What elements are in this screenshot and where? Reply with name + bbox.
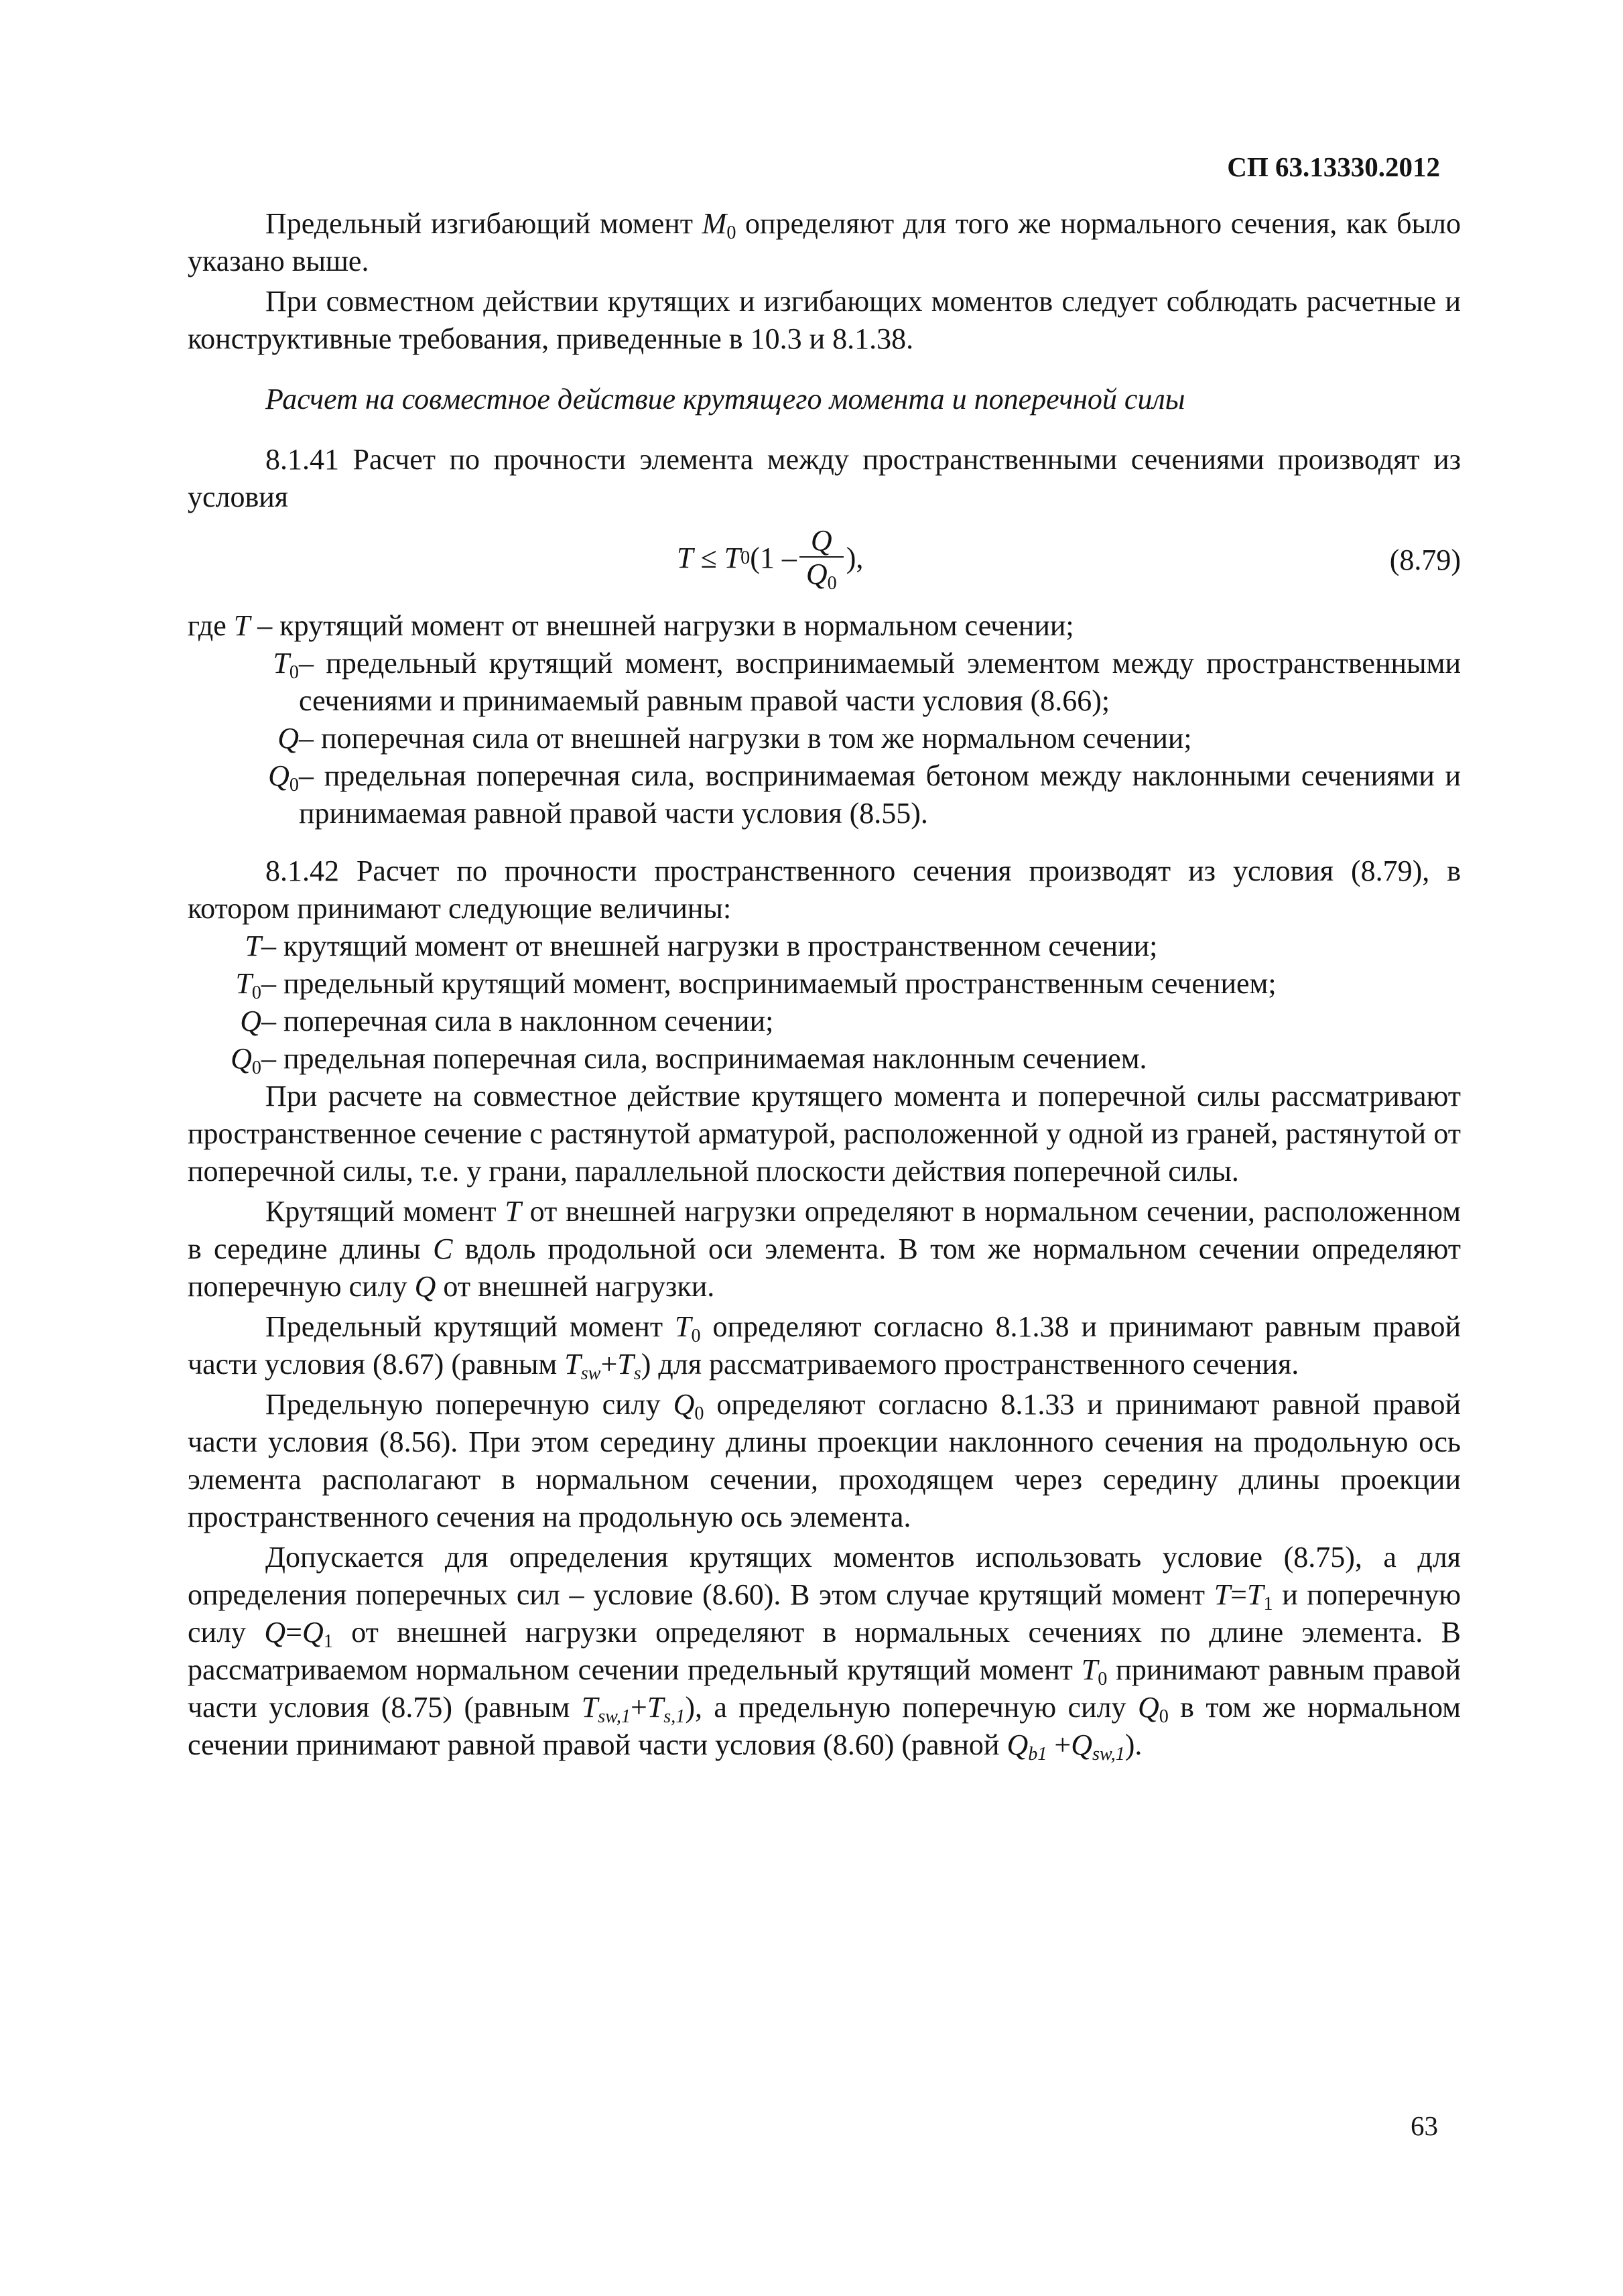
definition-item: Q – поперечная сила от внешней нагрузки в том же нормальном сечении;	[277, 722, 1192, 755]
paragraph-spatial-section: При расчете на совместное действие крутящего момента и поперечной силы рассматривают пространственное сечение с растянутой арматурой, расположенной у одной из граней, растянутой от поперечной силы, т.е. у грани, параллельной плоскости действия поперечной силы.	[188, 1080, 1461, 1188]
values-definitions	[188, 928, 1461, 1078]
definition-item: T – крутящий момент от внешней нагрузки в пространственном сечении;	[245, 930, 1158, 962]
paragraph-combined-action-requirements: При совместном действии крутящих и изгибающих моментов следует соблюдать расчетные и конструктивные требования, приведенные в 10.3 и 8.1.38.	[188, 285, 1461, 355]
page-body	[188, 205, 1461, 1764]
definition-item: $Q_0$ – предельная поперечная сила, воспринимаемая бетоном между наклонными сечениями и принимаемая равной правой части условия (8.55).	[268, 759, 1461, 830]
definition-item: $Q_0$ – предельная поперечная сила, воспринимаемая наклонным сечением.	[231, 1042, 1147, 1078]
formula-expression: T ≤ T 0 (1 – $\frac{Q}{Q_0}$ ),	[677, 524, 864, 594]
definition-item: Q – поперечная сила в наклонном сечении;	[240, 1005, 774, 1037]
page-number: 63	[1411, 2110, 1438, 2141]
definition-item: $T_0$ – предельный крутящий момент, воспринимаемый элементом между пространственными сечениями и принимаемый равным правой части условия (8.66);	[273, 647, 1461, 717]
paragraph-limit-torque-t0: Предельный крутящий момент $T_0$ определяют согласно 8.1.38 и принимают равным правой части условия (8.67) (равным $T_{sw}+T_s$) для рассматриваемого пространственного сечения.	[188, 1310, 1461, 1384]
formula-fraction: $\frac{Q}{Q_0}$	[799, 525, 844, 591]
formula-8-79	[188, 516, 1461, 599]
section-title: Расчет на совместное действие крутящего момента и поперечной силы	[265, 383, 1185, 416]
paragraph-torque-t: Крутящий момент T от внешней нагрузки определяют в нормальном сечении, расположенном в середине длины C вдоль продольной оси элемента. В том же нормальном сечении определяют поперечную силу Q от внешней нагрузки.	[188, 1195, 1461, 1303]
paragraph-limit-shear-q0: Предельную поперечную силу $Q_0$ определяют согласно 8.1.33 и принимают равной правой части условия (8.56). При этом середину длины проекции наклонного сечения на продольную ось элемента располагают в нормальном сечении, проходящем через середину длины проекции пространственного сечения на продольную ось элемента.	[188, 1388, 1462, 1533]
where-definitions	[188, 645, 1461, 832]
paragraph-limit-bending-moment: Предельный изгибающий момент $M_0$ определяют для того же нормального сечения, как было указано выше.	[188, 207, 1461, 277]
paragraph-alternative-conditions: Допускается для определения крутящих моментов использовать условие (8.75), а для определения поперечных сил – условие (8.60). В этом случае крутящий момент $T=T_1$ и поперечную силу $Q=Q_1$ от внешней нагрузки определяют в нормальных сечениях по длине элемента. В рассматриваемом нормальном сечении предельный крутящий момент $T_0$ принимают равным правой части условия (8.75) (равным $T_{sw,1}+T_{s,1}$), а предельную поперечную силу $Q_0$ в том же нормальном сечении принимают равной правой части условия (8.60) (равной $Q_{b1} +Q_{sw,1}$).	[188, 1541, 1462, 1765]
document-code-header: СП 63.13330.2012	[1227, 151, 1440, 182]
paragraph-8-1-42: 8.1.42 Расчет по прочности пространственного сечения производят из условия (8.79), в котором принимают следующие величины:	[188, 854, 1461, 925]
formula-number: (8.79)	[1389, 544, 1461, 576]
paragraph-8-1-41: 8.1.41 Расчет по прочности элемента между пространственными сечениями производят из условия	[188, 443, 1461, 513]
definition-item: $T_0$ – предельный крутящий момент, воспринимаемый пространственным сечением;	[235, 967, 1277, 1003]
where-line: где T – крутящий момент от внешней нагрузки в нормальном сечении;	[188, 609, 1074, 642]
